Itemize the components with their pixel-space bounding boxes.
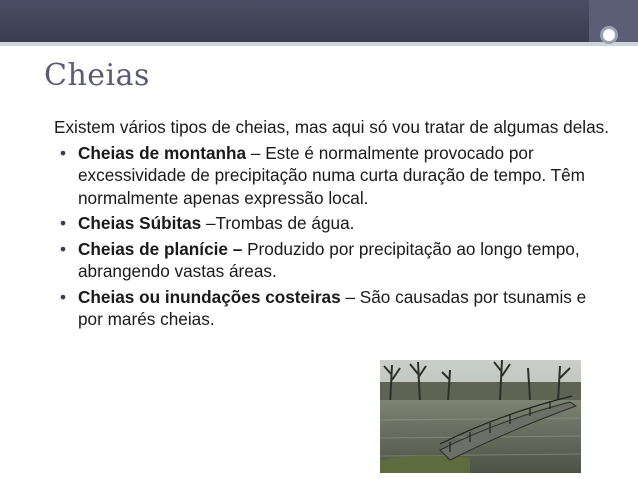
intro-paragraph: Existem vários tipos de cheias, mas aqui só vou tratar de algumas delas. [54,117,610,137]
decorative-circle-icon [600,26,618,44]
bullet-text: – Este é normalmente provocado por excessividade de precipitação numa curta duração de tempo. Têm normalmente apenas expressão local. [78,142,585,208]
bullet-icon: • [60,213,67,233]
slide-body [54,116,614,334]
bullet-icon: • [60,142,67,163]
bullet-term: Cheias Súbitas [78,213,202,233]
header-divider [0,42,638,46]
list-item [54,238,614,283]
bullet-term: Cheias de planície – [78,238,243,259]
bullet-list [54,142,614,331]
bullet-term: Cheias ou inundações costeiras [78,286,341,307]
list-item [54,212,614,235]
bullet-text: Produzido por precipitação ao longo tempo, abrangendo vastas áreas. [78,238,580,281]
bullet-term: Cheias de montanha [78,142,247,163]
bullet-icon: • [60,238,67,259]
slide-title: Cheias [44,58,150,93]
flooded-park-photo [380,360,581,473]
bullet-text: – São causadas por tsunamis e por marés cheias. [78,286,587,329]
list-item [54,286,614,331]
list-item [54,142,614,210]
bullet-text: –Trombas de água. [201,213,355,233]
slide-header-bar [0,0,638,42]
bullet-icon: • [60,286,67,307]
